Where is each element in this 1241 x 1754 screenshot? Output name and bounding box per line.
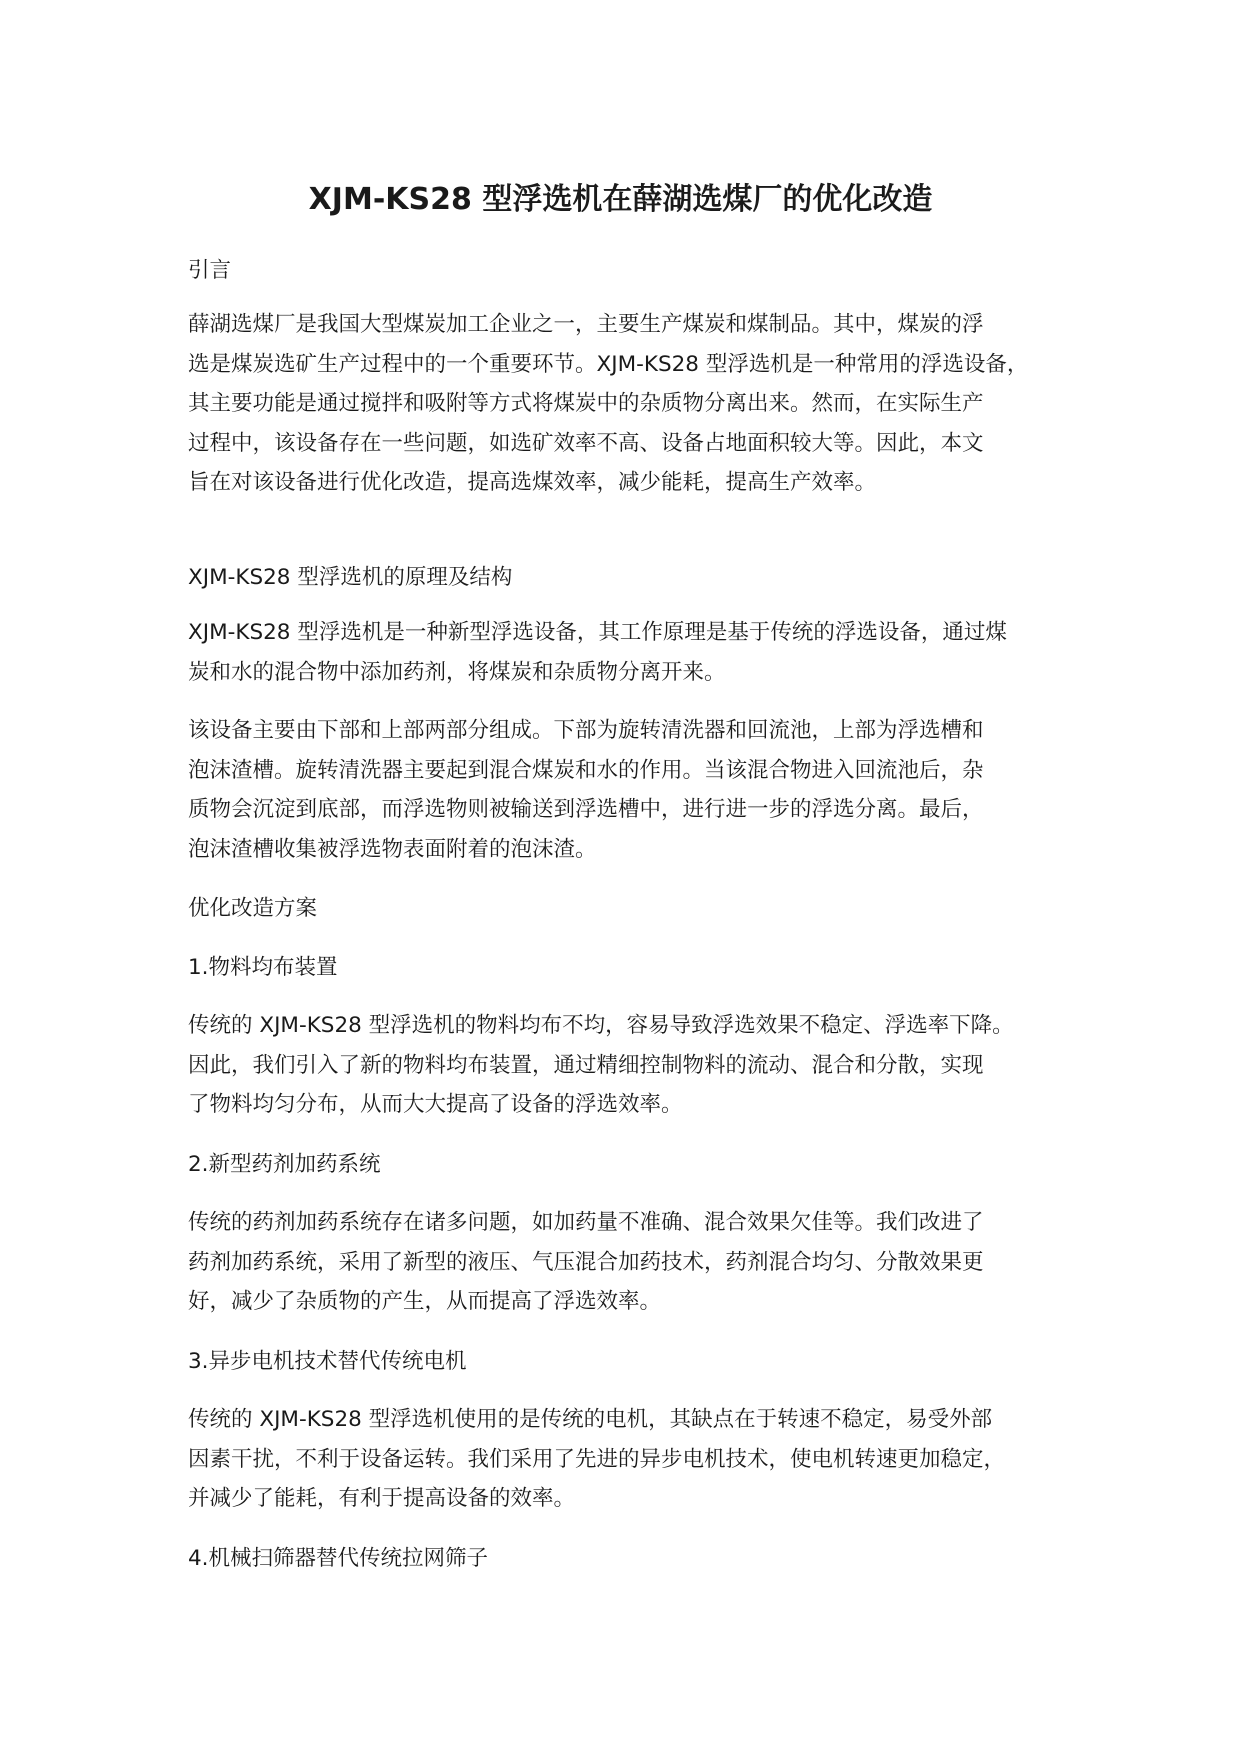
text-line: 因素干扰，不利于设备运转。我们采用了先进的异步电机技术，使电机转速更加稳定， xyxy=(188,1446,1006,1472)
paragraph-principle xyxy=(188,613,1007,692)
text-line: 3.异步电机技术替代传统电机 xyxy=(188,1349,467,1374)
text-line: 薛湖选煤厂是我国大型煤炭加工企业之一，主要生产煤炭和煤制品。其中，煤炭的浮 xyxy=(188,312,984,337)
document-title: XJM-KS28 型浮选机在薛湖选煤厂的优化改造 xyxy=(308,182,933,217)
text-line: 传统的 XJM-KS28 型浮选机的物料均布不均，容易导致浮选效果不稳定、浮选率下降。 xyxy=(188,1013,1014,1038)
text-line: XJM-KS28 型浮选机是一种新型浮选设备，其工作原理是基于传统的浮选设备，通过煤 xyxy=(188,620,1007,645)
subheading-2 xyxy=(188,1145,381,1185)
text-line: 传统的 XJM-KS28 型浮选机使用的是传统的电机，其缺点在于转速不稳定，易受外部 xyxy=(188,1407,993,1432)
text-line: 1.物料均布装置 xyxy=(188,955,338,980)
text-line: 好，减少了杂质物的产生，从而提高了浮选效率。 xyxy=(188,1289,662,1314)
text-line: XJM-KS28 型浮选机的原理及结构 xyxy=(188,565,513,590)
text-line: 泡沫渣槽收集被浮选物表面附着的泡沫渣。 xyxy=(188,836,597,862)
text-line: 药剂加药系统，采用了新型的液压、气压混合加药技术，药剂混合均匀、分散效果更 xyxy=(188,1249,984,1275)
text-line: 选是煤炭选矿生产过程中的一个重要环节。XJM-KS28 型浮选机是一种常用的浮选设备， xyxy=(188,351,1029,377)
text-line: 2.新型药剂加药系统 xyxy=(188,1152,381,1177)
text-line: 旨在对该设备进行优化改造，提高选煤效率，减少能耗，提高生产效率。 xyxy=(188,470,877,495)
text-line: 泡沫渣槽。旋转清洗器主要起到混合煤炭和水的作用。当该混合物进入回流池后，杂 xyxy=(188,757,984,783)
text-line: 该设备主要由下部和上部两部分组成。下部为旋转清洗器和回流池，上部为浮选槽和 xyxy=(188,718,984,743)
text-line: 炭和水的混合物中添加药剂，将煤炭和杂质物分离开来。 xyxy=(188,659,726,685)
subheading-1 xyxy=(188,948,338,988)
paragraph-intro xyxy=(188,305,1028,503)
subheading-4 xyxy=(188,1539,488,1579)
paragraph-async-motor xyxy=(188,1400,1005,1519)
text-line: 优化改造方案 xyxy=(188,896,318,921)
section-heading-optimization xyxy=(188,889,317,929)
text-line: 其主要功能是通过搅拌和吸附等方式将煤炭中的杂质物分离出来。然而，在实际生产 xyxy=(188,391,984,416)
paragraph-material-distribution xyxy=(188,1006,1014,1125)
text-line: 4.机械扫筛器替代传统拉网筛子 xyxy=(188,1546,489,1571)
paragraph-dosing-system xyxy=(188,1203,984,1322)
text-line: 引言 xyxy=(188,258,232,283)
text-line: 因此，我们引入了新的物料均布装置，通过精细控制物料的流动、混合和分散，实现 xyxy=(188,1052,984,1078)
text-line: 传统的药剂加药系统存在诸多问题，如加药量不准确、混合效果欠佳等。我们改进了 xyxy=(188,1210,984,1235)
text-line: 过程中，该设备存在一些问题，如选矿效率不高、设备占地面积较大等。因此，本文 xyxy=(188,430,984,456)
text-line: 质物会沉淀到底部，而浮选物则被输送到浮选槽中，进行进一步的浮选分离。最后， xyxy=(188,797,984,822)
text-line: 并减少了能耗，有利于提高设备的效率。 xyxy=(188,1486,576,1511)
section-heading-principle xyxy=(188,558,512,598)
paragraph-structure xyxy=(188,711,984,869)
text-line: 了物料均匀分布，从而大大提高了设备的浮选效率。 xyxy=(188,1092,683,1117)
subheading-3 xyxy=(188,1342,467,1382)
section-heading-intro xyxy=(188,251,231,291)
